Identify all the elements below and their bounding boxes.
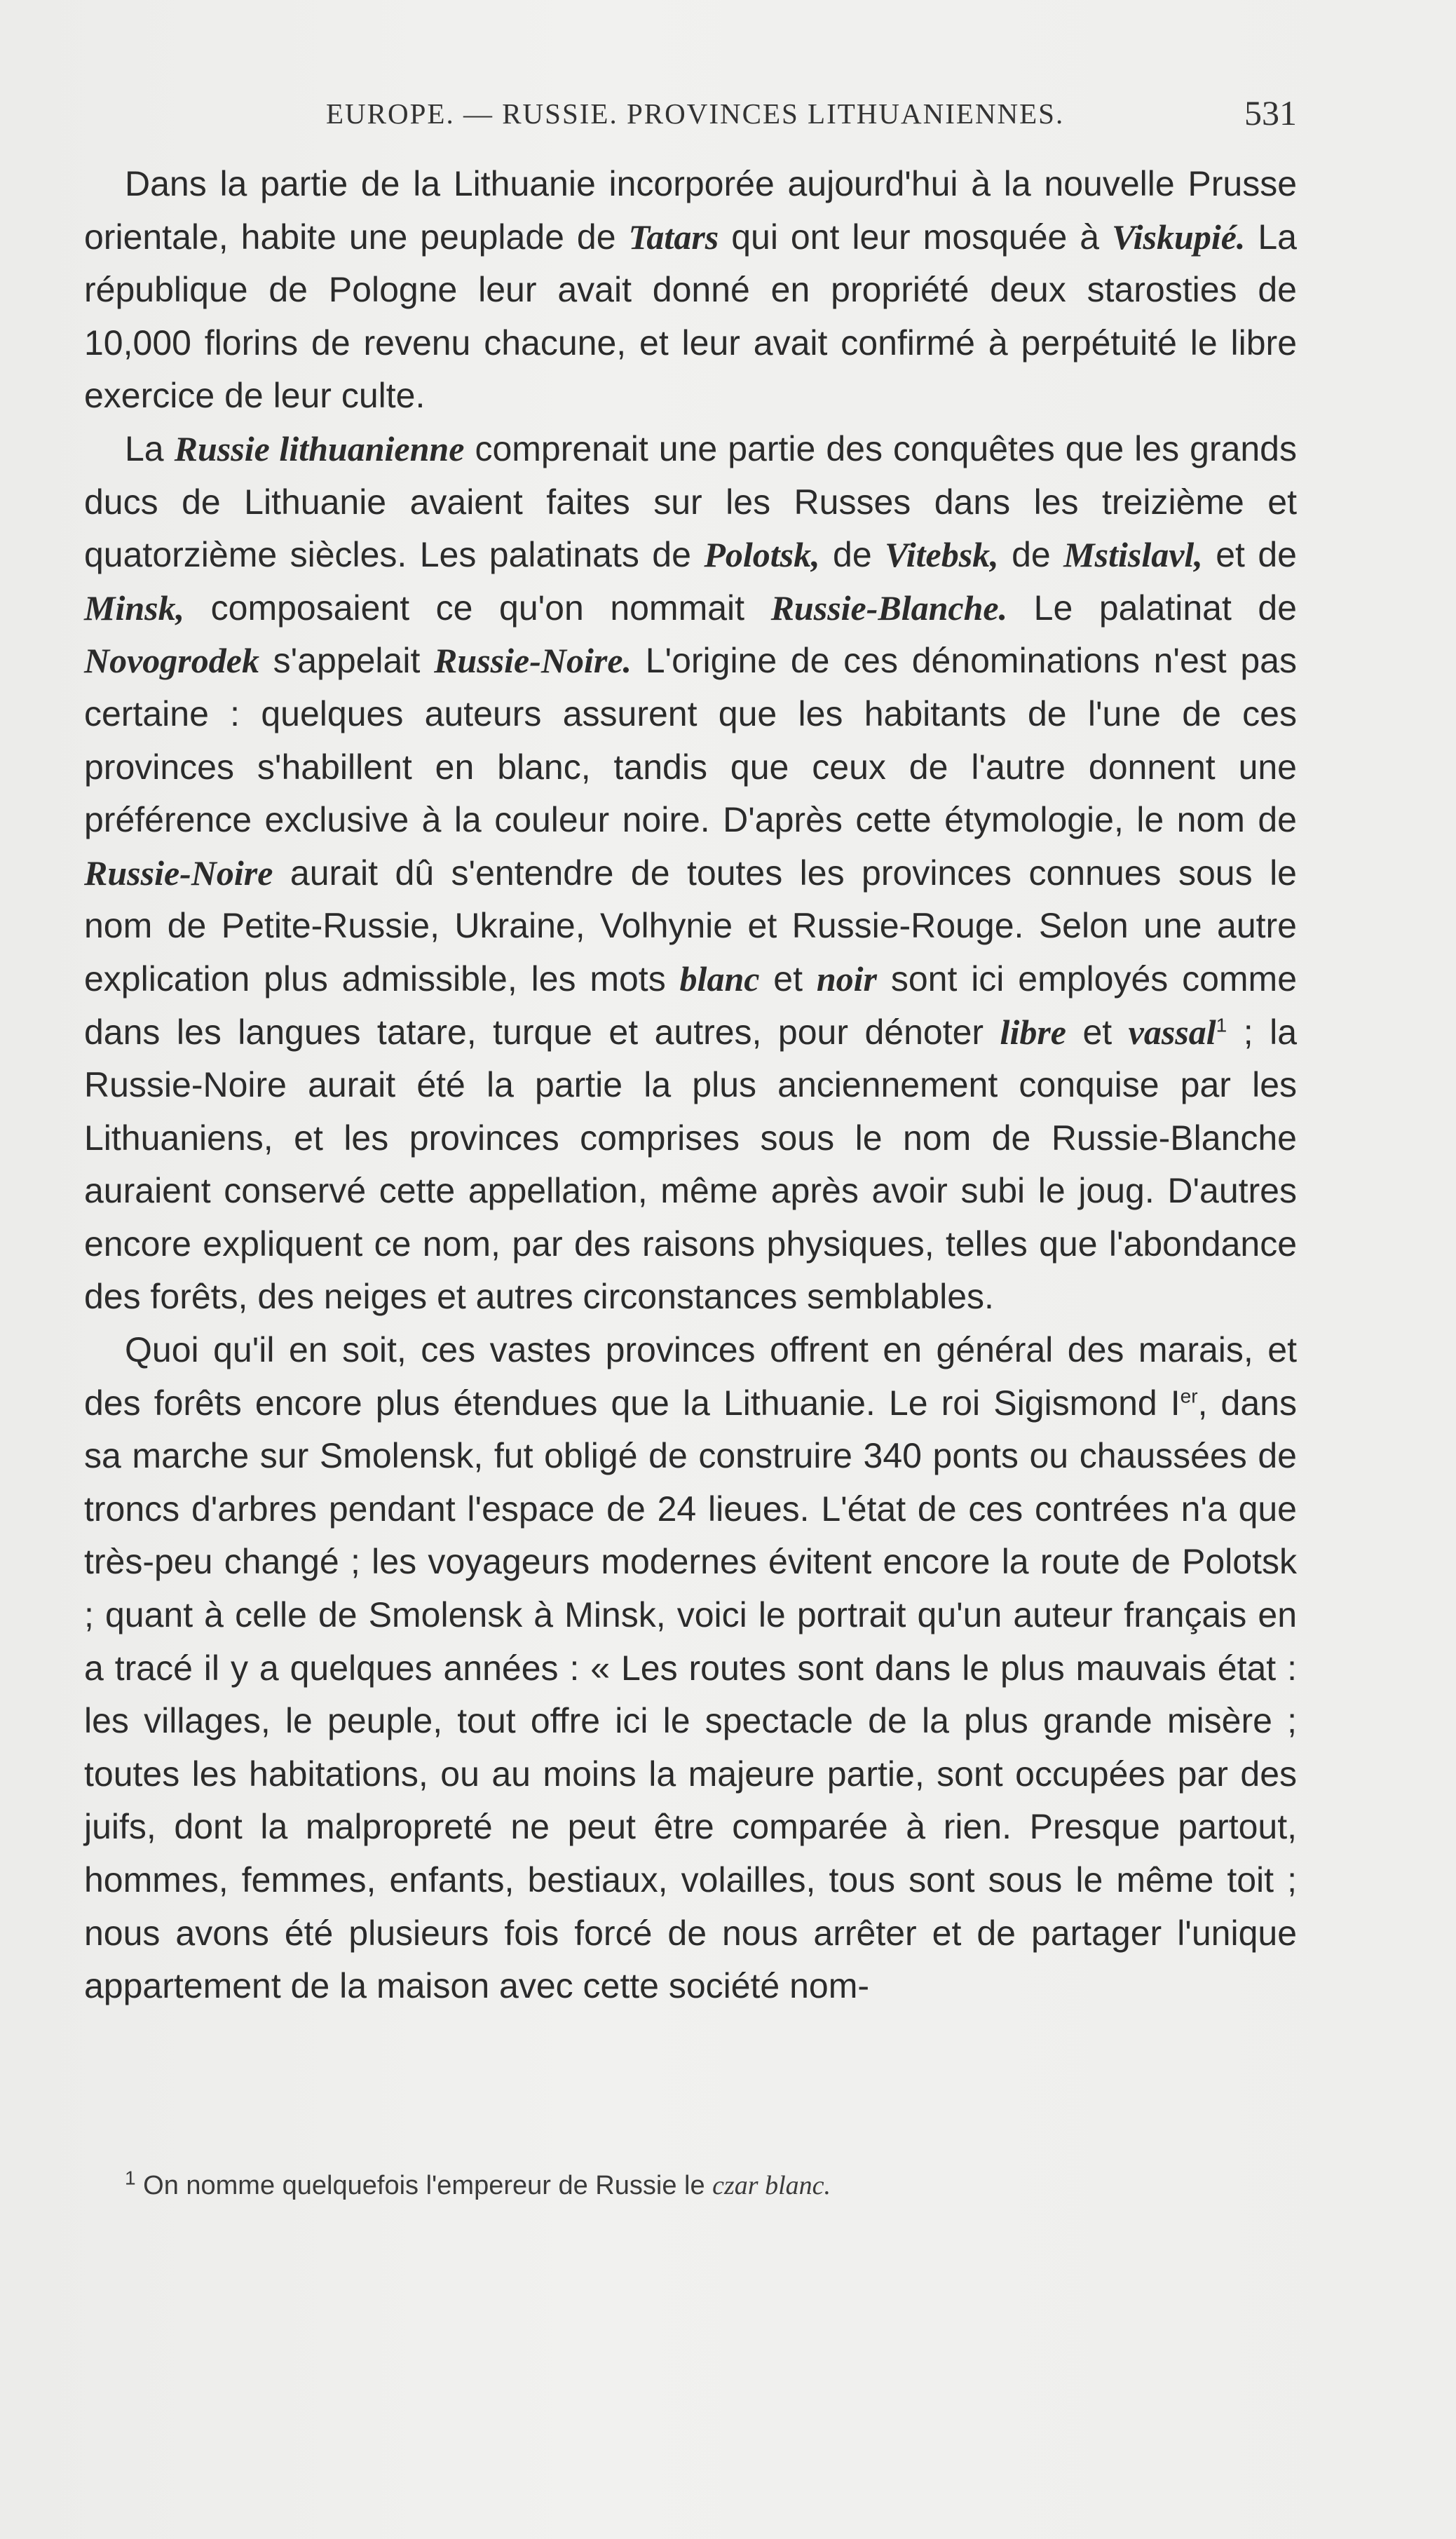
footnote (125, 2167, 1274, 2201)
text-run: qui ont leur mosquée à (719, 217, 1113, 257)
paragraph-marais-forets (84, 1324, 1297, 2013)
text-run: de (819, 535, 885, 575)
italic-term: Novogrodek (84, 641, 259, 681)
text-run: composaient ce qu'on nommait (184, 588, 771, 628)
paragraph-russie-lithuanienne (84, 423, 1297, 1324)
text-run: et (759, 959, 817, 998)
italic-term: Minsk, (84, 588, 185, 628)
italic-term: Tatars (628, 217, 719, 257)
italic-term: libre (1000, 1012, 1066, 1052)
italic-term: Vitebsk, (885, 535, 999, 575)
page-number: 531 (1244, 93, 1297, 133)
footnote-marker[interactable]: 1 (1216, 1013, 1227, 1036)
italic-term: noir (816, 959, 878, 998)
text-run: Quoi qu'il en soit, ces vastes provinces offrent en général des marais, et des forêts encore plus étendues que la Lithuanie. Le roi Sigismond I (84, 1330, 1297, 1423)
italic-term: Viskupié. (1112, 217, 1246, 257)
footnote-text: On nomme quelquefois l'empereur de Russie le (143, 2171, 713, 2200)
text-run: Le palatinat de (1007, 588, 1297, 628)
running-title: EUROPE. — RUSSIE. PROVINCES LITHUANIENNES. (326, 97, 1065, 130)
text-run: La république de Pologne leur avait donné en propriété deux starosties de 10,000 florins de revenu chacune, et leur avait confirmé à perpétuité le libre exercice de leur culte. (84, 217, 1297, 416)
footnote-italic: czar blanc. (712, 2171, 831, 2200)
italic-term: Russie-Blanche. (770, 588, 1008, 628)
italic-term: Polotsk, (704, 535, 820, 575)
italic-term: Russie-Noire. (434, 641, 632, 681)
text-run: s'appelait (259, 641, 435, 681)
footnote-number: 1 (125, 2167, 136, 2189)
text-run: La (125, 428, 175, 468)
italic-term: blanc (679, 959, 760, 998)
page-header (326, 93, 1297, 139)
text-run: comprenait une partie des conquêtes que les grands ducs de Lithuanie avaient faites sur les Russes dans les treizième et quatorzième siècles. Les palatinats de (84, 428, 1297, 575)
text-run: aurait dû s'entendre de toutes les provinces connues sous le nom de Petite-Russie, Ukraine, Volhynie et Russie-Rouge. Selon une autre explication plus admissible, les mots (84, 853, 1297, 998)
body-text (84, 158, 1297, 2013)
text-run: L'origine de ces dénominations n'est pas certaine : quelques auteurs assurent que les habitants de l'une de ces provinces s'habillent en blanc, tandis que ceux de l'autre donnent une préférence exclusive à la couleur noire. D'après cette étymologie, le nom de (84, 641, 1297, 840)
text-run: Dans la partie de la Lithuanie incorporée aujourd'hui à la nouvelle Prusse orientale, habite une peuplade de (84, 164, 1297, 257)
italic-term: Russie lithuanienne (174, 428, 465, 468)
superscript: er (1180, 1385, 1198, 1407)
text-run: sont ici employés comme dans les langues tatare, turque et autres, pour dénoter (84, 959, 1298, 1052)
text-run: , dans sa marche sur Smolensk, fut obligé de construire 340 ponts ou chaussées de troncs d'arbres pendant l'espace de 24 lieues. L'état de ces contrées n'a que très-peu changé ; les voyageurs modernes évitent encore la route de Polotsk ; quant à celle de Smolensk à Minsk, voici le portrait qu'un auteur français en a tracé il y a quelques années : « Les routes sont dans le plus mauvais état : les villages, le peuple, tout offre ici le spectacle de la plus grande misère ; toutes les habitations, ou au moins la majeure partie, sont occupées par des juifs, dont la malpropreté ne peut être comparée à rien. Presque partout, hommes, femmes, enfants, bestiaux, volailles, tous sont sous le même toit ; nous avons été plusieurs fois forcé de nous arrêter et de partager l'unique appartement de la maison avec cette société nom- (84, 1383, 1297, 2006)
text-run: de (998, 535, 1064, 575)
italic-term: vassal (1128, 1012, 1216, 1052)
text-run: ; la Russie-Noire aurait été la partie la plus anciennement conquise par les Lithuaniens, et les provinces comprises sous le nom de Russie-Blanche auraient conservé cette appellation, même après avoir subi le joug. D'autres encore expliquent ce nom, par des raisons physiques, telles que l'abondance des forêts, des neiges et autres circonstances semblables. (84, 1012, 1298, 1317)
text-run: et (1066, 1012, 1129, 1052)
italic-term: Mstislavl, (1063, 535, 1203, 575)
paragraph-tatars (84, 158, 1297, 423)
text-run: et de (1202, 535, 1297, 575)
italic-term: Russie-Noire (84, 853, 273, 893)
